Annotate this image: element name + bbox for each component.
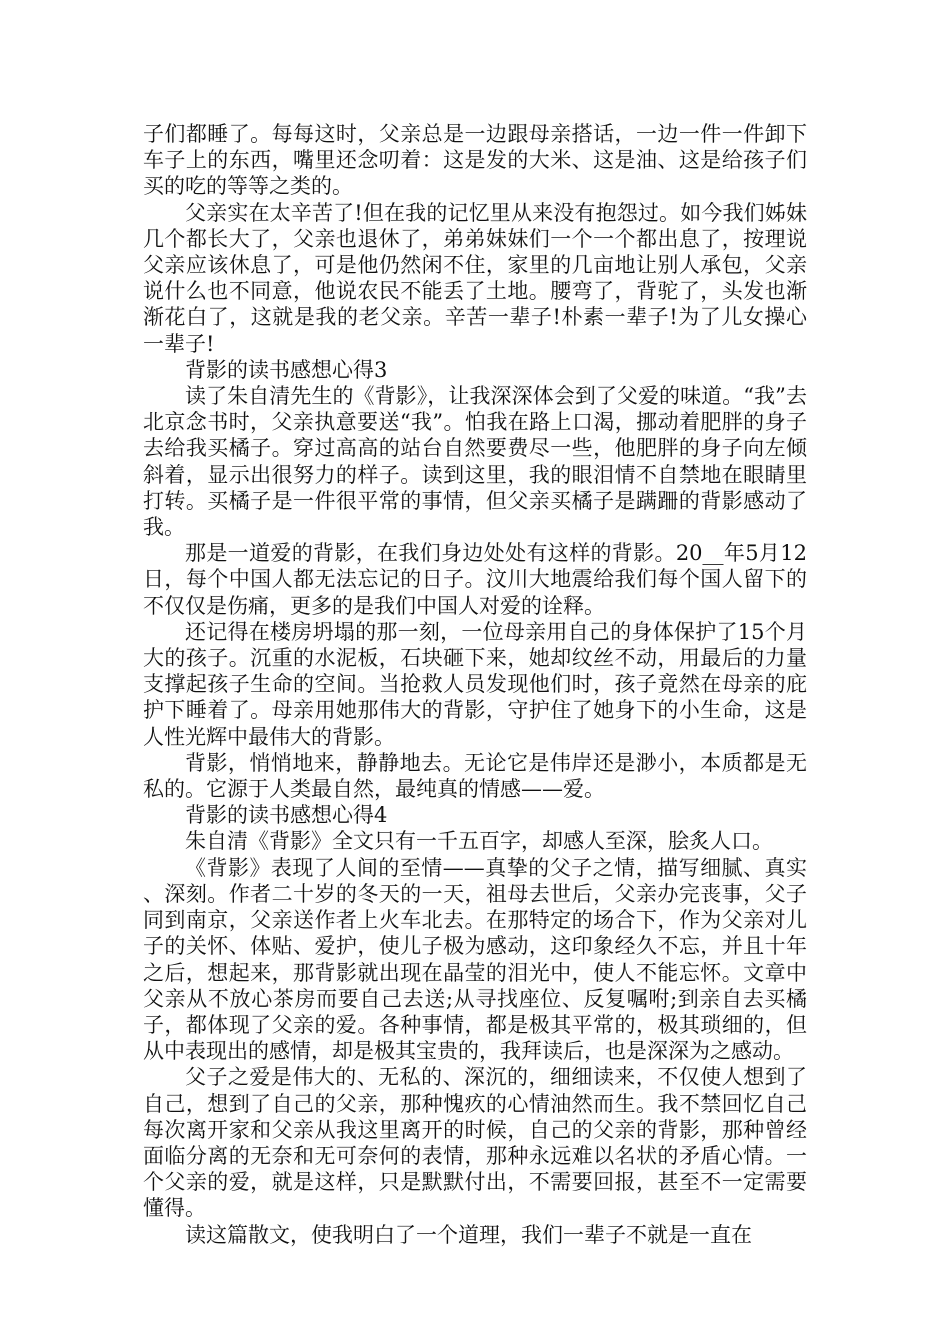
paragraph-earthquake: 那是一道爱的背影，在我们身边处处有这样的背影。20__年5月12日，每个中国人都无法忘记的日子。汶川大地震给我们每个国人留下的不仅仅是伤痛，更多的是我们中国人对爱的诠释。 xyxy=(143,541,807,618)
paragraph-reflection: 父子之爱是伟大的、无私的、深沉的，细细读来，不仅使人想到了自己，想到了自己的父亲，那种愧疚的心情油然而生。我不禁回忆自己每次离开家和父亲从我这里离开的时候，自己的父亲的背影，那种曾经面临分离的无奈和无可奈何的表情，那种永远难以名状的矛盾心情。一个父亲的爱，就是这样，只是默默付出，不需要回报，甚至不一定需要懂得。 xyxy=(143,1065,807,1221)
paragraph-reading-backview: 读了朱自清先生的《背影》，让我深深体会到了父爱的味道。“我”去北京念书时，父亲执意要送“我”。怕我在路上口渴，挪动着肥胖的身子去给我买橘子。穿过高高的站台自然要费尽一些，他肥胖的身子向左倾斜着，显示出很努力的样子。读到这里，我的眼泪情不自禁地在眼睛里打转。买橘子是一件很平常的事情，但父亲买橘子是蹒跚的背影感动了我。 xyxy=(143,384,807,540)
paragraph-backview-love: 背影，悄悄地来，静静地去。无论它是伟岸还是渺小，本质都是无私的。它源于人类最自然，最纯真的情感——爱。 xyxy=(143,750,807,802)
paragraph-father-hardship: 父亲实在太辛苦了!但在我的记忆里从来没有抱怨过。如今我们姊妹几个都长大了，父亲也退休了，弟弟妹妹们一个一个都出息了，按理说父亲应该休息了，可是他仍然闲不住，家里的几亩地让别人承包，父亲说什么也不同意，他说农民不能丢了土地。腰弯了，背驼了，头发也渐渐花白了，这就是我的老父亲。辛苦一辈子!朴素一辈子!为了儿女操心一辈子! xyxy=(143,200,807,356)
section-heading-3: 背影的读书感想心得3 xyxy=(185,357,388,382)
paragraph-father-son-love: 《背影》表现了人间的至情——真挚的父子之情，描写细腻、真实、深刻。作者二十岁的冬天的一天，祖母去世后，父亲办完丧事，父子同到南京，父亲送作者上火车北去。在那特定的场合下，作为父亲对儿子的关怀、体贴、爱护，使儿子极为感动，这印象经久不忘，并且十年之后，想起来，那背影就出现在晶莹的泪光中，使人不能忘怀。文章中父亲从不放心茶房而要自己去送;从寻找座位、反复嘱咐;到亲自去买橘子，都体现了父亲的爱。各种事情，都是极其平常的，极其琐细的，但从中表现出的感情，却是极其宝贵的，我拜读后，也是深深为之感动。 xyxy=(143,855,807,1064)
paragraph-intro-4: 朱自清《背影》全文只有一千五百字，却感人至深，脍炙人口。 xyxy=(185,829,773,854)
paragraph-continued: 子们都睡了。每每这时，父亲总是一边跟母亲搭话，一边一件一件卸下车子上的东西，嘴里还念叨着：这是发的大米、这是油、这是给孩子们买的吃的等等之类的。 xyxy=(143,122,807,199)
paragraph-lesson: 读这篇散文，使我明白了一个道理，我们一辈子不就是一直在 xyxy=(185,1222,752,1247)
section-heading-4: 背影的读书感想心得4 xyxy=(185,803,388,828)
paragraph-mother-protect: 还记得在楼房坍塌的那一刻，一位母亲用自己的身体保护了15个月大的孩子。沉重的水泥板，石块砸下来，她却纹丝不动，用最后的力量支撑起孩子生命的空间。当抢救人员发现他们时，孩子竟然在母亲的庇护下睡着了。母亲用她那伟大的背影，守护住了她身下的小生命，这是人性光辉中最伟大的背影。 xyxy=(143,619,807,749)
document-page xyxy=(143,121,807,1248)
